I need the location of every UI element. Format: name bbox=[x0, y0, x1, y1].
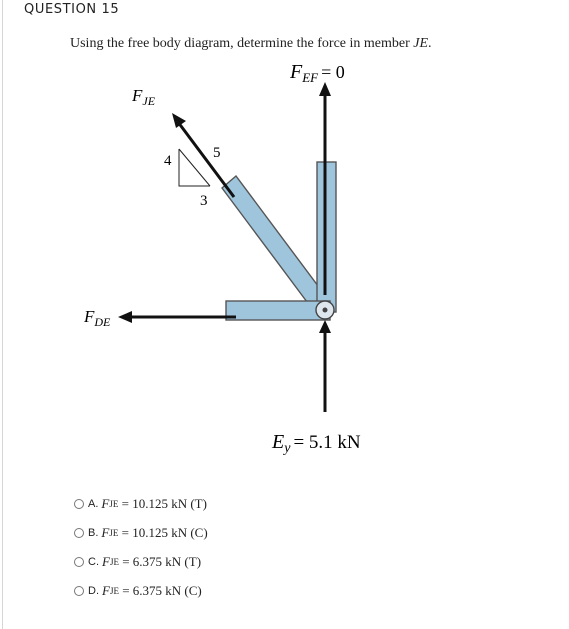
fde-sub: DE bbox=[94, 315, 111, 329]
fje-sub: JE bbox=[142, 94, 156, 108]
radio-d[interactable] bbox=[74, 586, 84, 596]
radio-a[interactable] bbox=[74, 499, 84, 509]
triangle-hyp-label: 5 bbox=[213, 145, 221, 161]
choice-b[interactable] bbox=[74, 518, 208, 547]
choice-value: = 10.125 kN (C) bbox=[118, 524, 208, 540]
choice-sub: JE bbox=[109, 527, 119, 538]
fef-label: $F_{EF} = 0$ bbox=[290, 61, 345, 85]
choice-var: F bbox=[102, 553, 110, 569]
fef-sub: EF bbox=[302, 70, 319, 85]
ey-sub: y bbox=[284, 441, 291, 456]
choice-sub: JE bbox=[109, 556, 119, 567]
choice-var: F bbox=[101, 524, 110, 540]
question-prompt: Using the free body diagram, determine the force in member bbox=[70, 36, 414, 51]
fde-arrowhead bbox=[118, 311, 132, 323]
member-name: JE bbox=[413, 36, 429, 51]
choice-letter: C. bbox=[88, 555, 99, 568]
question-title: QUESTION 15 bbox=[24, 2, 120, 17]
choice-sub: JE bbox=[109, 498, 119, 509]
ey-arrowhead bbox=[319, 320, 331, 333]
slope-triangle-hyp bbox=[179, 149, 210, 186]
choice-d[interactable] bbox=[74, 576, 208, 605]
choice-letter: D. bbox=[88, 584, 99, 597]
fde-label: $F_{DE}$ bbox=[84, 307, 111, 329]
choice-a[interactable] bbox=[74, 489, 208, 518]
member-je bbox=[222, 176, 330, 314]
radio-b[interactable] bbox=[74, 528, 84, 538]
choice-var: F bbox=[101, 495, 110, 511]
answer-choices bbox=[74, 489, 208, 605]
choice-letter: A. bbox=[88, 497, 99, 510]
fef-value: = 0 bbox=[321, 62, 345, 82]
ey-value: = 5.1 kN bbox=[293, 432, 361, 453]
choice-var: F bbox=[102, 582, 110, 598]
pin-center bbox=[323, 308, 328, 313]
choice-value: = 10.125 kN (T) bbox=[118, 495, 207, 511]
radio-c[interactable] bbox=[74, 557, 84, 567]
triangle-vertical-label: 4 bbox=[164, 153, 172, 169]
fef-arrowhead bbox=[319, 82, 331, 96]
member-de bbox=[226, 301, 330, 320]
triangle-horizontal-label: 3 bbox=[200, 193, 208, 209]
choice-sub: JE bbox=[109, 585, 119, 596]
choice-value: = 6.375 kN (C) bbox=[118, 582, 202, 598]
fje-label: $F_{JE}$ bbox=[132, 86, 156, 108]
question-end: . bbox=[428, 36, 432, 51]
fje-arrowhead bbox=[172, 113, 186, 128]
ey-label: $E_y = 5.1$ kN bbox=[272, 431, 361, 456]
choice-value: = 6.375 kN (T) bbox=[118, 553, 202, 569]
choice-letter: B. bbox=[88, 526, 99, 539]
choice-c[interactable] bbox=[74, 547, 208, 576]
